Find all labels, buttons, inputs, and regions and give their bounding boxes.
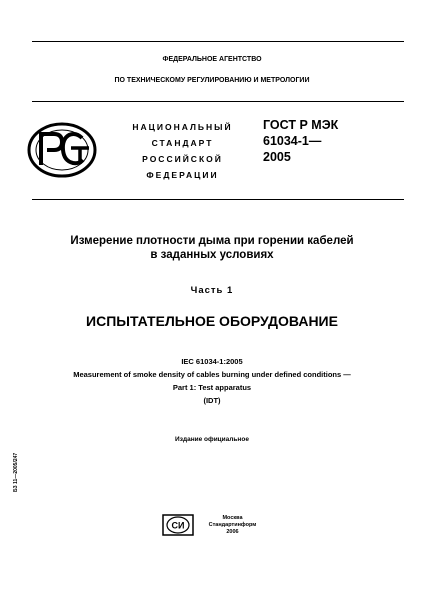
edition-label: Издание официальное (175, 436, 249, 443)
rst-logo-icon (27, 121, 97, 179)
part-label: Часть 1 (190, 285, 234, 296)
standard-divider (32, 199, 404, 200)
agency-line-2: ПО ТЕХНИЧЕСКОМУ РЕГУЛИРОВАНИЮ И МЕТРОЛОГИИ (114, 77, 310, 84)
idt-label: (IDT) (203, 396, 221, 405)
publisher-name: Стандартинформ (208, 522, 257, 528)
top-rule (32, 41, 404, 42)
gost-number-line-3: 2005 (263, 150, 291, 164)
standard-word-1: НАЦИОНАЛЬНЫЙ (132, 122, 233, 132)
main-title: ИСПЫТАТЕЛЬНОЕ ОБОРУДОВАНИЕ (86, 313, 338, 329)
gost-number-line-2: 61034-1— (263, 134, 322, 148)
publisher-year: 2006 (226, 529, 239, 535)
iec-english-title: Measurement of smoke density of cables burning under defined conditions — (73, 370, 351, 379)
iec-reference: IEC 61034-1:2005 (181, 357, 243, 366)
standard-word-3: РОССИЙСКОЙ (142, 154, 223, 164)
iec-english-part: Part 1: Test apparatus (172, 383, 252, 392)
agency-line-1: ФЕДЕРАЛЬНОЕ АГЕНТСТВО (162, 56, 262, 63)
title-ru-line-1: Измерение плотности дыма при горении кабелей (70, 235, 354, 247)
standard-word-4: ФЕДЕРАЦИИ (146, 170, 219, 180)
standartinform-logo-icon (162, 514, 194, 536)
title-ru-line-2: в заданных условиях (150, 249, 274, 261)
publisher-city: Москва (222, 515, 243, 521)
gost-number-line-1: ГОСТ Р МЭК (263, 118, 339, 132)
header-divider (32, 101, 404, 102)
standard-word-2: СТАНДАРТ (151, 138, 214, 148)
publisher-logo-text: СИ (171, 520, 185, 531)
side-code: БЗ 11—2005/247 (13, 452, 19, 492)
